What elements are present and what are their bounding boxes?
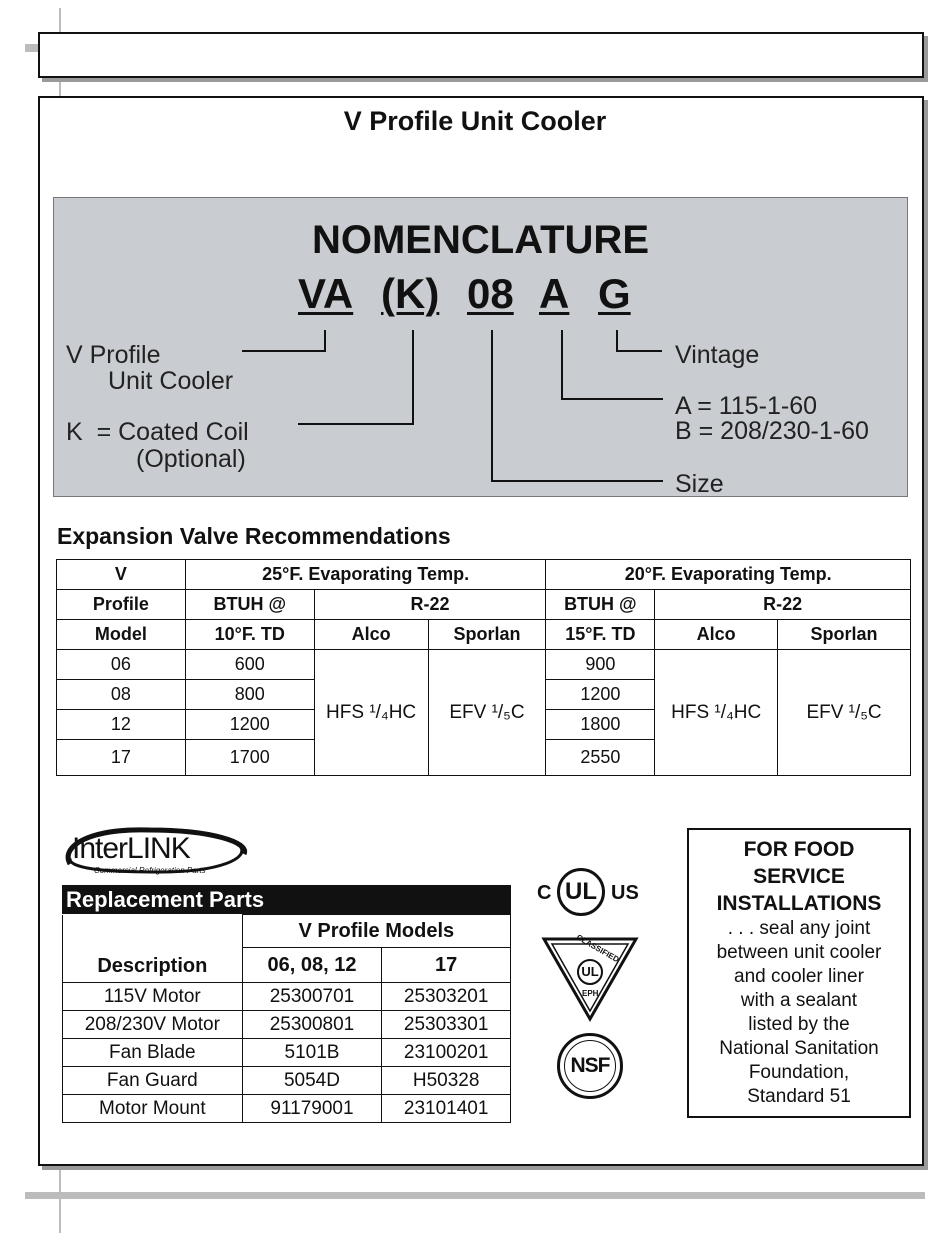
header-profile: Profile — [57, 590, 186, 620]
label-size: Size — [675, 470, 724, 498]
food-line: between unit cooler — [716, 942, 882, 963]
label-unit-cooler: Unit Cooler — [108, 367, 234, 395]
code-g: G — [598, 270, 631, 317]
cul-c-text: C — [537, 882, 552, 904]
table-row — [63, 1011, 511, 1039]
cul-us-mark — [537, 866, 652, 922]
nsf-mark — [557, 1033, 623, 1099]
connector-a-h — [561, 398, 663, 400]
connector-08-h — [491, 480, 663, 482]
cell-alco-20: HFS ¹/₄HC — [655, 650, 778, 776]
code-k: (K) — [381, 270, 440, 317]
cell-model: 12 — [57, 710, 186, 740]
cell-sporlan-20: EFV ¹/₅C — [778, 650, 911, 776]
header-alco-20: Alco — [655, 620, 778, 650]
replacement-parts-title: Replacement Parts — [62, 885, 511, 914]
ul-classified-eph-mark — [540, 932, 640, 1023]
food-line: listed by the — [748, 1014, 850, 1035]
nomenclature-panel — [53, 197, 908, 497]
part-number-b: 23100201 — [382, 1039, 511, 1067]
food-line: and cooler liner — [734, 966, 864, 987]
food-service-box — [687, 828, 911, 1118]
label-b-voltage: B = 208/230-1-60 — [675, 417, 869, 445]
cell-btuh25: 1200 — [185, 710, 314, 740]
cell-btuh20: 1800 — [546, 710, 655, 740]
header-description: Description — [63, 915, 243, 983]
ul-small-text: UL — [581, 964, 599, 979]
cell-btuh25: 600 — [185, 650, 314, 680]
table-row — [63, 1039, 511, 1067]
label-vintage: Vintage — [675, 341, 760, 369]
part-number-b: H50328 — [382, 1067, 511, 1095]
ul-small-circle-icon — [577, 959, 603, 985]
connector-08-v — [491, 330, 493, 482]
part-number-a: 25300801 — [242, 1011, 382, 1039]
code-08: 08 — [467, 270, 514, 317]
header-model: Model — [57, 620, 186, 650]
cell-alco-25: HFS ¹/₄HC — [314, 650, 428, 776]
food-line: Standard 51 — [747, 1086, 851, 1107]
ul-circle-icon — [557, 868, 605, 916]
cell-btuh20: 2550 — [546, 740, 655, 776]
food-line: Foundation, — [748, 1062, 850, 1083]
header-td10: 10°F. TD — [185, 620, 314, 650]
part-number-a: 25300701 — [242, 983, 382, 1011]
header-v-profile-models: V Profile Models — [242, 915, 510, 948]
expansion-title: Expansion Valve Recommendations — [57, 523, 451, 549]
interlink-logo — [60, 824, 250, 880]
cell-btuh20: 900 — [546, 650, 655, 680]
part-desc: 208/230V Motor — [63, 1011, 243, 1039]
part-desc: 115V Motor — [63, 983, 243, 1011]
table-row — [57, 650, 911, 680]
header-evap25: 25°F. Evaporating Temp. — [185, 560, 546, 590]
interlink-tagline: Commercial Refrigeration Parts — [94, 866, 206, 875]
part-desc: Motor Mount — [63, 1095, 243, 1123]
connector-g-h — [616, 350, 662, 352]
header-evap20: 20°F. Evaporating Temp. — [546, 560, 911, 590]
header-box — [38, 32, 924, 78]
connector-va-v — [324, 330, 326, 352]
cell-model: 06 — [57, 650, 186, 680]
food-line: with a sealant — [740, 990, 858, 1011]
connector-a-v — [561, 330, 563, 400]
ul-text: UL — [565, 878, 597, 905]
table-row — [63, 983, 511, 1011]
part-number-b: 23101401 — [382, 1095, 511, 1123]
header-btuh-20: BTUH @ — [546, 590, 655, 620]
part-number-a: 5101B — [242, 1039, 382, 1067]
part-number-a: 91179001 — [242, 1095, 382, 1123]
cell-btuh25: 1700 — [185, 740, 314, 776]
eph-text: EPH — [582, 989, 599, 998]
header-r22-25: R-22 — [314, 590, 546, 620]
header-col-06-08-12: 06, 08, 12 — [242, 948, 382, 983]
label-v-profile: V Profile — [66, 341, 161, 369]
food-heading-2: SERVICE — [753, 865, 845, 888]
connector-k-v — [412, 330, 414, 425]
table-row — [63, 1095, 511, 1123]
nsf-inner-circle-icon — [564, 1040, 616, 1092]
expansion-valve-table — [56, 559, 911, 776]
interlink-wordmark-text: InterLINK — [72, 832, 190, 865]
food-heading-3: INSTALLATIONS — [716, 892, 882, 915]
cell-btuh20: 1200 — [546, 680, 655, 710]
part-desc: Fan Guard — [63, 1067, 243, 1095]
classified-text: CLASSIFIED — [574, 932, 621, 965]
header-alco-25: Alco — [314, 620, 428, 650]
header-sporlan-20: Sporlan — [778, 620, 911, 650]
guide-line-bottom — [25, 1192, 925, 1199]
header-td15: 15°F. TD — [546, 620, 655, 650]
header-btuh-25: BTUH @ — [185, 590, 314, 620]
food-heading-1: FOR FOOD — [743, 838, 855, 861]
part-desc: Fan Blade — [63, 1039, 243, 1067]
connector-va-h — [242, 350, 326, 352]
cell-model: 17 — [57, 740, 186, 776]
cell-sporlan-25: EFV ¹/₅C — [428, 650, 546, 776]
table-row — [63, 1067, 511, 1095]
part-number-a: 5054D — [242, 1067, 382, 1095]
code-va: VA — [298, 270, 354, 317]
header-col-17: 17 — [382, 948, 511, 983]
page-title: V Profile Unit Cooler — [343, 106, 607, 136]
header-r22-20: R-22 — [655, 590, 911, 620]
part-number-b: 25303301 — [382, 1011, 511, 1039]
nomenclature-heading: NOMENCLATURE — [311, 218, 649, 262]
food-line: . . . seal any joint — [727, 918, 871, 939]
connector-k-h — [298, 423, 414, 425]
header-v: V — [57, 560, 186, 590]
food-line: National Sanitation — [719, 1038, 879, 1059]
label-coated-coil: K = Coated Coil — [66, 418, 249, 446]
part-number-b: 25303201 — [382, 983, 511, 1011]
cell-model: 08 — [57, 680, 186, 710]
cul-us-text: US — [611, 882, 639, 904]
connector-g-v — [616, 330, 618, 352]
replacement-parts-table — [62, 914, 511, 1123]
interlink-wordmark — [72, 832, 190, 866]
cell-btuh25: 800 — [185, 680, 314, 710]
nsf-text: NSF — [570, 1054, 610, 1077]
label-a-voltage: A = 115-1-60 — [675, 392, 818, 420]
code-a: A — [539, 270, 570, 317]
header-sporlan-25: Sporlan — [428, 620, 546, 650]
label-optional: (Optional) — [136, 445, 246, 473]
